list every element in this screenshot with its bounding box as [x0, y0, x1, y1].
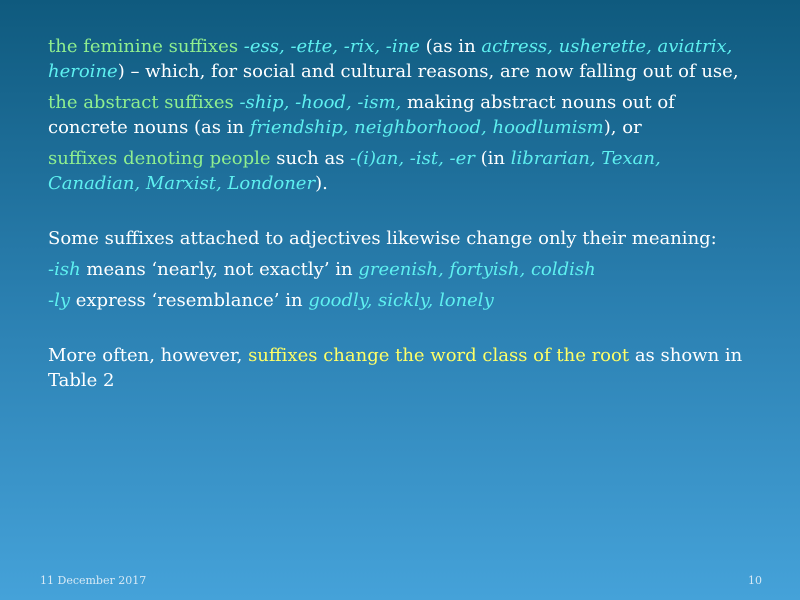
suffix-ly: -ly [48, 290, 71, 311]
term-people-suffixes: suffixes denoting people [48, 148, 271, 169]
spacer [48, 196, 758, 226]
term-feminine-suffixes: the feminine suffixes [48, 36, 244, 57]
word-examples: librarian, Texan, Canadian, Marxist, Londoner [48, 148, 661, 194]
spacer [48, 313, 758, 343]
paragraph-ish-suffix [48, 257, 758, 282]
slide-number: 10 [748, 574, 762, 587]
slide-body [48, 34, 758, 393]
suffix-examples: -(i)an, -ist, -er [350, 148, 475, 169]
paragraph-people-suffixes [48, 146, 758, 196]
text-segment: means ‘nearly, not exactly’ in [80, 259, 359, 280]
word-examples: goodly, sickly, lonely [308, 290, 494, 311]
text-segment: express ‘resemblance’ in [70, 290, 309, 311]
suffix-examples: -ess, -ette, -rix, -ine [243, 36, 420, 57]
word-examples: actress, usherette, aviatrix, heroine [48, 36, 733, 82]
text-segment: making abstract nouns out of concrete nouns (as in [48, 92, 675, 138]
paragraph-feminine-suffixes [48, 34, 758, 84]
text-segment: More often, however, [48, 345, 249, 366]
text-segment: Some suffixes attached to adjectives likewise change only their meaning: [48, 228, 717, 249]
text-segment: ). [315, 173, 328, 194]
suffix-ish: -ish [48, 259, 81, 280]
paragraph-abstract-suffixes [48, 90, 758, 140]
word-examples: friendship, neighborhood, hoodlumism [249, 117, 604, 138]
text-segment: ) – which, for social and cultural reasons, are now falling out of use, [117, 61, 739, 82]
paragraph-ly-suffix [48, 288, 758, 313]
text-segment: (as in [419, 36, 482, 57]
text-segment: (in [474, 148, 511, 169]
word-examples: greenish, fortyish, coldish [358, 259, 596, 280]
suffix-examples: -ship, -hood, -ism, [239, 92, 402, 113]
paragraph-word-class [48, 343, 758, 393]
text-segment: ), or [603, 117, 642, 138]
term-abstract-suffixes: the abstract suffixes [48, 92, 240, 113]
highlight-word-class: suffixes change the word class of the root [248, 345, 630, 366]
text-segment: such as [270, 148, 351, 169]
footer-date: 11 December 2017 [40, 574, 147, 587]
paragraph-adjective-suffixes [48, 226, 758, 251]
text-segment: as shown in Table 2 [48, 345, 743, 391]
